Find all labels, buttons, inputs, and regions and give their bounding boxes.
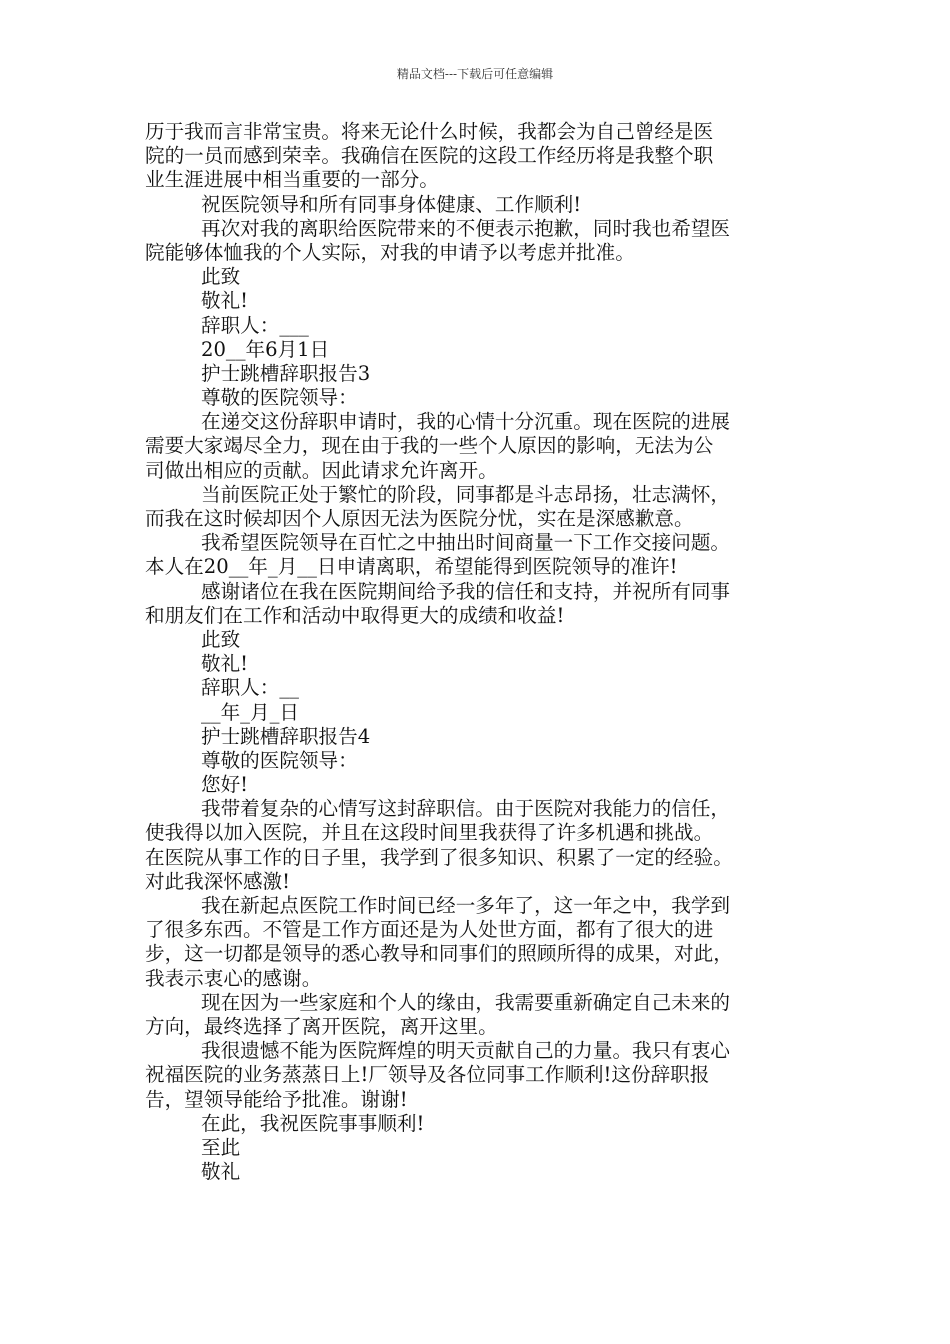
text-line: 步，这一切都是领导的悉心教导和同事们的照顾所得的成果，对此， [145, 942, 733, 966]
text-line: 和朋友们在工作和活动中取得更大的成绩和收益! [145, 603, 565, 627]
text-line: 业生涯进展中相当重要的一部分。 [145, 168, 439, 192]
text-line: 院能够体恤我的个人实际，对我的申请予以考虑并批准。 [145, 240, 635, 264]
text-line: 祝医院领导和所有同事身体健康、工作顺利! [201, 192, 582, 216]
text-line: 告，望领导能给予批准。谢谢! [145, 1087, 408, 1111]
text-line: 在此，我祝医院事事顺利! [201, 1111, 425, 1135]
text-line: 我表示衷心的感谢。 [145, 966, 322, 990]
text-line: 祝福医院的业务蒸蒸日上!厂领导及各位同事工作顺利!这份辞职报 [145, 1063, 710, 1087]
text-line: 此致 [201, 265, 241, 289]
text-line: 使我得以加入医院，并且在这段时间里我获得了许多机遇和挑战。 [145, 821, 714, 845]
text-line: 在医院从事工作的日子里，我学到了很多知识、积累了一定的经验。 [145, 845, 733, 869]
document-body [145, 120, 811, 1184]
text-line: 敬礼! [201, 289, 249, 313]
text-line: 感谢诸位在我在医院期间给予我的信任和支持，并祝所有同事 [201, 579, 731, 603]
text-line: 我很遗憾不能为医院辉煌的明天贡献自己的力量。我只有衷心 [201, 1039, 731, 1063]
text-line: 您好! [201, 773, 249, 797]
text-line: 了很多东西。不管是工作方面还是为人处世方面，都有了很大的进 [145, 918, 714, 942]
text-line: 此致 [201, 627, 241, 651]
text-line: 护士跳槽辞职报告4 [201, 724, 371, 748]
text-line: 敬礼! [201, 652, 249, 676]
text-line: 再次对我的离职给医院带来的不便表示抱歉，同时我也希望医 [201, 216, 731, 240]
text-line: 本人在20__年_月__日申请离职，希望能得到医院领导的准许! [145, 555, 678, 579]
text-line: 辞职人：___ [201, 313, 309, 337]
text-line: 我带着复杂的心情写这封辞职信。由于医院对我能力的信任， [201, 797, 731, 821]
text-line: 尊敬的医院领导： [201, 748, 358, 772]
text-line: 敬礼 [201, 1160, 241, 1184]
text-line: 我在新起点医院工作时间已经一多年了，这一年之中，我学到 [201, 894, 731, 917]
text-line: 20__年6月1日 [201, 337, 330, 361]
text-line: 而我在这时候却因个人原因无法为医院分忧，实在是深感歉意。 [145, 507, 694, 530]
text-line: 当前医院正处于繁忙的阶段，同事都是斗志昂扬，壮志满怀， [201, 482, 731, 506]
text-line: 在递交这份辞职申请时，我的心情十分沉重。现在医院的进展 [201, 410, 731, 434]
text-line: 历于我而言非常宝贵。将来无论什么时候，我都会为自己曾经是医 [145, 120, 714, 143]
page-header: 精品文档---下载后可任意编辑 [396, 67, 554, 81]
text-line: 我希望医院领导在百忙之中抽出时间商量一下工作交接问题。 [201, 531, 731, 555]
text-line: 至此 [201, 1135, 241, 1159]
text-line: 需要大家竭尽全力，现在由于我的一些个人原因的影响，无法为公 [145, 434, 714, 458]
text-line: 方向，最终选择了离开医院，离开这里。 [145, 1014, 498, 1038]
text-line: 辞职人：__ [201, 676, 299, 700]
text-line: 对此我深怀感激! [145, 869, 291, 893]
text-line: __年_月_日 [201, 700, 299, 724]
text-line: 尊敬的医院领导： [201, 386, 358, 410]
text-line: 院的一员而感到荣幸。我确信在医院的这段工作经历将是我整个职 [145, 144, 714, 168]
text-line: 司做出相应的贡献。因此请求允许离开。 [145, 458, 498, 482]
text-line: 护士跳槽辞职报告3 [201, 361, 371, 385]
text-line: 现在因为一些家庭和个人的缘由，我需要重新确定自己未来的 [201, 990, 731, 1014]
